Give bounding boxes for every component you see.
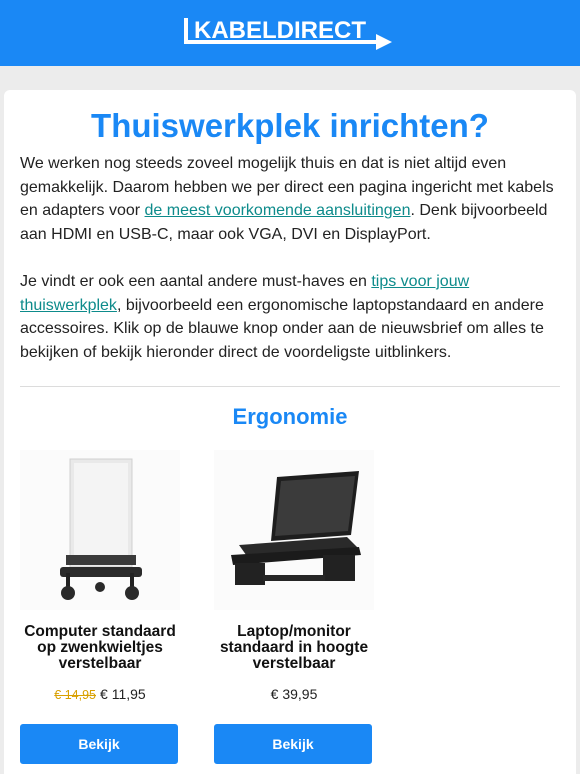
intro-text: We werken nog steeds zoveel mogelijk thuis en dat is niet altijd even gemakkelijk. Daarom hebben we per direct een pagina ingericht met kabels en adapters voor [20,155,554,219]
laptop-stand-icon [219,465,369,595]
link-common-connections[interactable]: de meest voorkomende aansluitingen [144,202,411,219]
header-spacer [0,66,580,90]
intro-text: Je vindt er ook een aantal andere must-haves en [20,273,372,290]
intro-text: , bijvoorbeeld een ergonomische laptopstandaard en andere accessoires. Klik op de blauwe knop onder aan de nieuwsbrief om alles te bekijken of bekijk hieronder direct de voordeligste uitblinkers. [20,296,544,361]
logo-text: KABELDIRECT [194,17,366,44]
product-card [20,450,180,764]
section-title: Ergonomie [232,404,348,429]
product-name[interactable]: Laptop/monitor standaard in hoogte verstelbaar [219,623,369,672]
page-title: Thuiswerkplek inrichten? [91,107,489,144]
intro-paragraph-2 [20,270,565,364]
logo-arrow-icon [180,12,400,54]
view-product-button[interactable]: Bekijk [20,724,178,764]
view-product-button[interactable]: Bekijk [214,724,372,764]
product-image[interactable] [214,450,374,610]
pc-tower-stand-icon [30,455,170,605]
intro-paragraph-1 [20,152,565,246]
product-name[interactable]: Computer standaard op zwenkwieltjes verstelbaar [24,623,176,672]
product-image[interactable] [20,450,180,610]
intro-text: . Denk bijvoorbeeld aan HDMI en USB-C, maar ook VGA, DVI en DisplayPort. [20,202,548,243]
product-price-row [20,686,180,702]
header-bar [0,0,580,66]
divider [20,386,560,387]
current-price: € 11,95 [100,686,146,702]
product-card [214,450,374,764]
current-price: € 39,95 [270,686,318,702]
link-home-office-tips[interactable]: tips voor jouw thuiswerkplek [20,273,470,314]
product-price-row [214,686,374,702]
newsletter-card [4,90,576,774]
kabeldirect-logo[interactable] [180,12,400,54]
old-price: € 14,95 [54,688,97,702]
